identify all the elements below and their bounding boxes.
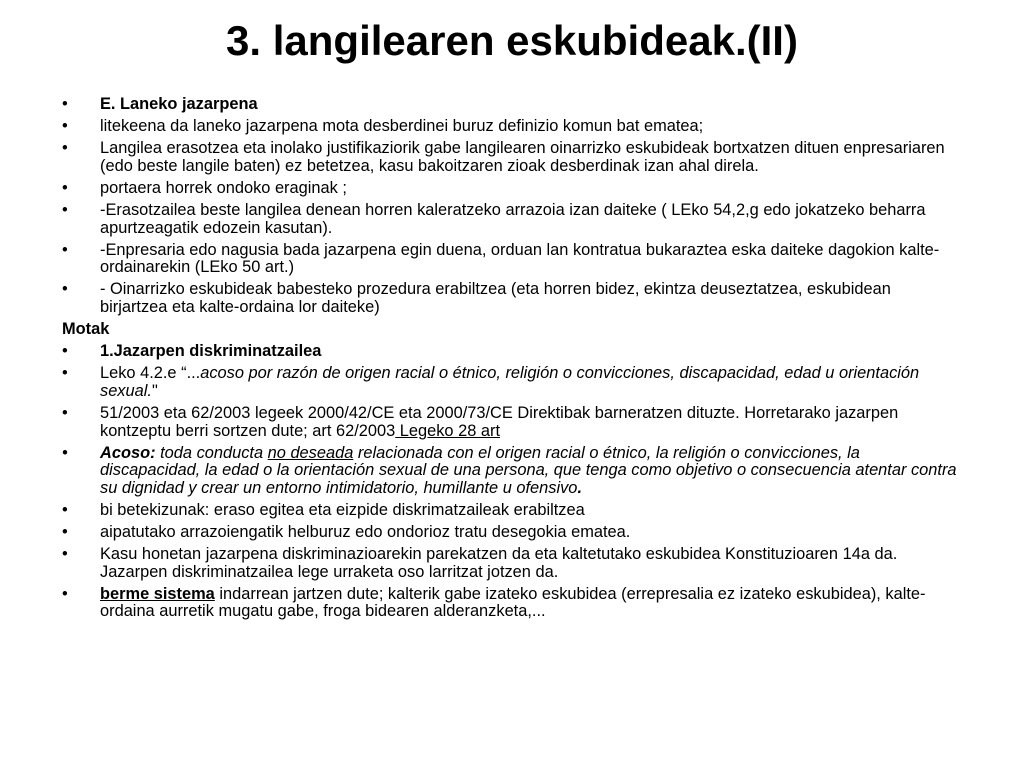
- bullet-icon: •: [62, 584, 68, 603]
- list-item: [62, 140, 962, 175]
- item-text: -Erasotzailea beste langilea denean horren kaleratzeko arrazoia izan daiteke ( LEko 54,2,g edo jokatzeko beharra apurtzeagatik edozein kasutan).: [100, 200, 926, 237]
- list-item: [62, 546, 962, 581]
- item-text: Langilea erasotzea eta inolako justifikaziorik gabe langilearen oinarrizko eskubideak bortxatzen dituen enpresariaren (edo beste langile baten) ez betetzea, kasu bakoitzaren zioak desberdinak izan ahal direla.: [100, 139, 945, 175]
- bullet-icon: •: [62, 342, 68, 361]
- item-text: -Enpresaria edo nagusia bada jazarpena egin duena, orduan lan kontratua bukaraztea eska daiteke dagokion kalte-ordainarekin (LEko 50 art.): [100, 240, 940, 277]
- list-item: [62, 502, 962, 520]
- item-text: .: [577, 478, 582, 497]
- list-item: [62, 281, 962, 316]
- underlined-text: no deseada: [267, 443, 354, 462]
- list-item: [62, 242, 962, 277]
- item-text: 51/2003 eta 62/2003 legeek 2000/42/CE eta 2000/73/CE Direktibak barneratzen dituzte. Horretarako jazarpen kontzeptu berri sortzen dute; art 62/2003: [100, 403, 899, 440]
- bullet-icon: •: [62, 403, 68, 422]
- bullet-icon: •: [62, 500, 68, 519]
- item-text: toda conducta: [155, 443, 268, 462]
- item-text: indarrean jartzen dute; kalterik gabe izateko eskubidea (errepresalia ez izateko eskubidea), kalte-ordaina aurretik mugatu gabe, froga bidearen alderanzketa,...: [100, 584, 926, 621]
- item-text: Kasu honetan jazarpena diskriminazioarekin parekatzen da eta kaltetutako eskubidea Konstituzioaren 14a da. Jazarpen diskriminatzailea lege urraketa oso larritzat jotzen da.: [100, 545, 898, 581]
- item-text: aipatutako arrazoiengatik helburuz edo ondorioz tratu desegokia ematea.: [100, 522, 631, 541]
- list-item: [62, 586, 962, 621]
- bullet-icon: •: [62, 545, 68, 564]
- bullet-icon: •: [62, 117, 68, 136]
- item-text: relacionada con el origen racial o étnico, la religión o convicciones, la discapacidad, la edad o la orientación sexual de una persona, que tenga como objetivo o consecuencia atentar contra su dignidad y crear un entorno intimidatorio, humillante u ofensivo: [100, 443, 957, 497]
- berme-sistema-text: berme sistema: [100, 584, 215, 603]
- item-text: portaera horrek ondoko eraginak ;: [100, 178, 347, 197]
- list-item: [62, 118, 962, 136]
- bullet-icon: •: [62, 178, 68, 197]
- list-item: [62, 180, 962, 198]
- acoso-label: Acoso:: [100, 443, 156, 462]
- item-text: bi betekizunak: eraso egitea eta eizpide diskrimatzaileak erabiltzea: [100, 500, 585, 519]
- bullet-icon: •: [62, 139, 68, 158]
- bullet-icon: •: [62, 95, 68, 113]
- bullet-icon: •: [62, 240, 68, 259]
- list-item: [62, 405, 962, 440]
- slide-title: 3. langilearen eskubideak.(II): [226, 17, 798, 64]
- list-item: [62, 524, 962, 542]
- slide-content: [62, 96, 962, 625]
- list-item: [62, 343, 962, 361]
- list-item: [62, 96, 962, 114]
- bullet-icon: •: [62, 364, 68, 383]
- bullet-icon: •: [62, 443, 68, 462]
- item-text: Leko 4.2.e “...: [100, 364, 201, 383]
- item-text: litekeena da laneko jazarpena mota desberdinei buruz definizio komun bat ematea;: [100, 117, 704, 136]
- section-heading-diskriminatzailea: 1.Jazarpen diskriminatzailea: [100, 342, 322, 361]
- list-item: [62, 445, 962, 498]
- bullet-icon: •: [62, 280, 68, 299]
- quote-close: ": [151, 381, 158, 400]
- legeko-link[interactable]: Legeko 28 art: [395, 421, 501, 440]
- quote-text: acoso por razón de origen racial o étnico, religión o convicciones, discapacidad, edad u orientación sexual.: [100, 364, 920, 400]
- bullet-icon: •: [62, 200, 68, 219]
- bullet-icon: •: [62, 522, 68, 541]
- list-item: [62, 202, 962, 237]
- list-item: [62, 365, 962, 400]
- item-text: - Oinarrizko eskubideak babesteko prozedura erabiltzea (eta horren bidez, ekintza deuseztatzea, eskubidean birjartzea eta kalte-ordaina lor daiteke): [100, 280, 891, 316]
- section-heading-motak: Motak: [62, 320, 110, 339]
- section-heading-jazarpena: E. Laneko jazarpena: [100, 95, 258, 113]
